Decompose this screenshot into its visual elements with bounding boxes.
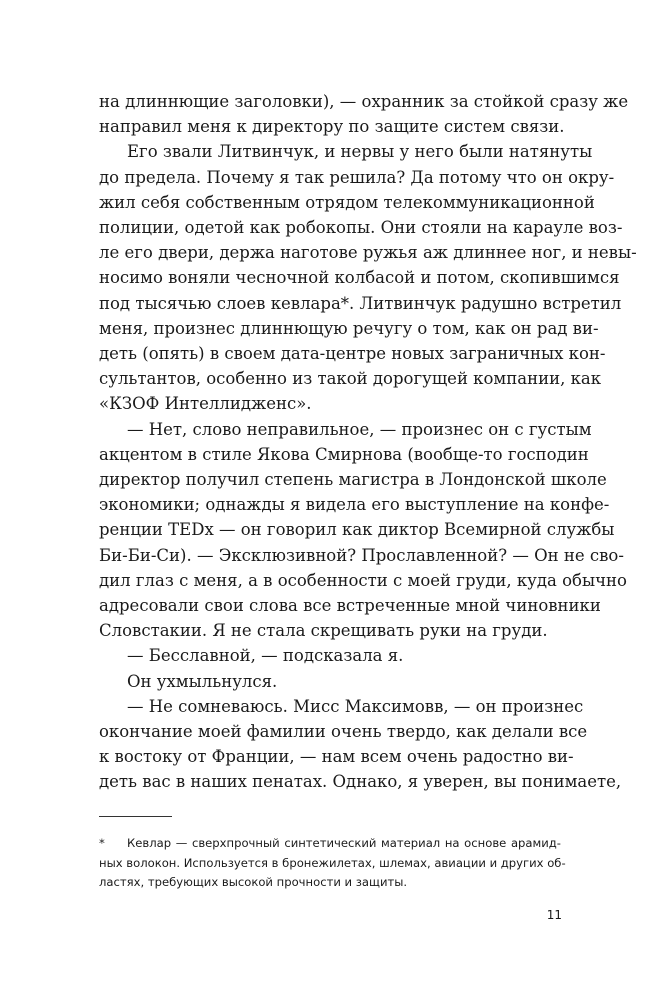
footnote-line: [99, 834, 561, 854]
footnote-text: Кевлар — сверхпрочный синтетический материал на основе арамид-: [127, 836, 561, 850]
text-line: окончание моей фамилии очень твердо, как делали все: [99, 722, 588, 742]
page-number: 11: [546, 908, 562, 922]
text-line: меня, произнес длиннющую речугу о том, как он рад ви-: [99, 318, 599, 338]
footnote-line: ных волокон. Используется в бронежилетах, шлемах, авиации и других об-: [99, 855, 566, 870]
text-line: на длиннющие заголовки), — охранник за стойкой сразу же: [99, 92, 629, 111]
text-line: «КЗОФ Интеллидженс».: [99, 394, 312, 414]
text-line: директор получил степень магистра в Лондонской школе: [99, 470, 607, 490]
footnote: [99, 834, 566, 893]
footnote-mark: *: [99, 836, 105, 850]
text-line: Словстакии. Я не стала скрещивать руки на груди.: [99, 621, 548, 641]
text-line: адресовали свои слова все встреченные мной чиновники: [99, 596, 601, 616]
text-line: Он ухмыльнулся.: [127, 671, 278, 691]
text-line: направил меня к директору по защите систем связи.: [99, 117, 565, 137]
text-line: до предела. Почему я так решила? Да потому что он окру-: [99, 167, 615, 187]
text-line: ренции TEDx — он говорил как диктор Всемирной службы: [99, 520, 615, 540]
footnote-divider: [99, 816, 172, 817]
text-line: ле его двери, держа наготове ружья аж длиннее ног, и невы-: [99, 243, 637, 263]
text-line: под тысячью слоев кевлара*. Литвинчук радушно встретил: [99, 293, 622, 313]
main-text: [99, 89, 637, 795]
text-line: деть (опять) в своем дата-центре новых заграничных кон-: [99, 344, 606, 364]
text-line: сультантов, особенно из такой дорогущей компании, как: [99, 369, 602, 389]
text-line: — Нет, слово неправильное, — произнес он с густым: [127, 419, 592, 439]
text-line: деть вас в наших пенатах. Однако, я уверен, вы понимаете,: [99, 772, 622, 792]
footnote-line: ластях, требующих высокой прочности и защиты.: [99, 875, 408, 889]
text-line: — Не сомневаюсь. Мисс Максимовв, — он произнес: [127, 696, 584, 716]
text-line: экономики; однажды я видела его выступление на конфе-: [99, 495, 610, 515]
text-line: — Бесславной, — подсказала я.: [127, 646, 404, 666]
text-line: дил глаз с меня, а в особенности с моей груди, куда обычно: [99, 570, 627, 590]
text-line: к востоку от Франции, — нам всем очень радостно ви-: [99, 747, 574, 767]
text-line: Би-Би-Си). — Эксклюзивной? Прославленной? — Он не сво-: [99, 545, 624, 565]
text-line: носимо воняли чесночной колбасой и потом, скопившимся: [99, 268, 620, 288]
text-line: полиции, одетой как робокопы. Они стояли на карауле воз-: [99, 218, 623, 238]
text-line: акцентом в стиле Якова Смирнова (вообще-то господин: [99, 444, 589, 464]
text-line: Его звали Литвинчук, и нервы у него были натянуты: [127, 142, 593, 162]
text-line: жил себя собственным отрядом телекоммуникационной: [99, 192, 595, 212]
